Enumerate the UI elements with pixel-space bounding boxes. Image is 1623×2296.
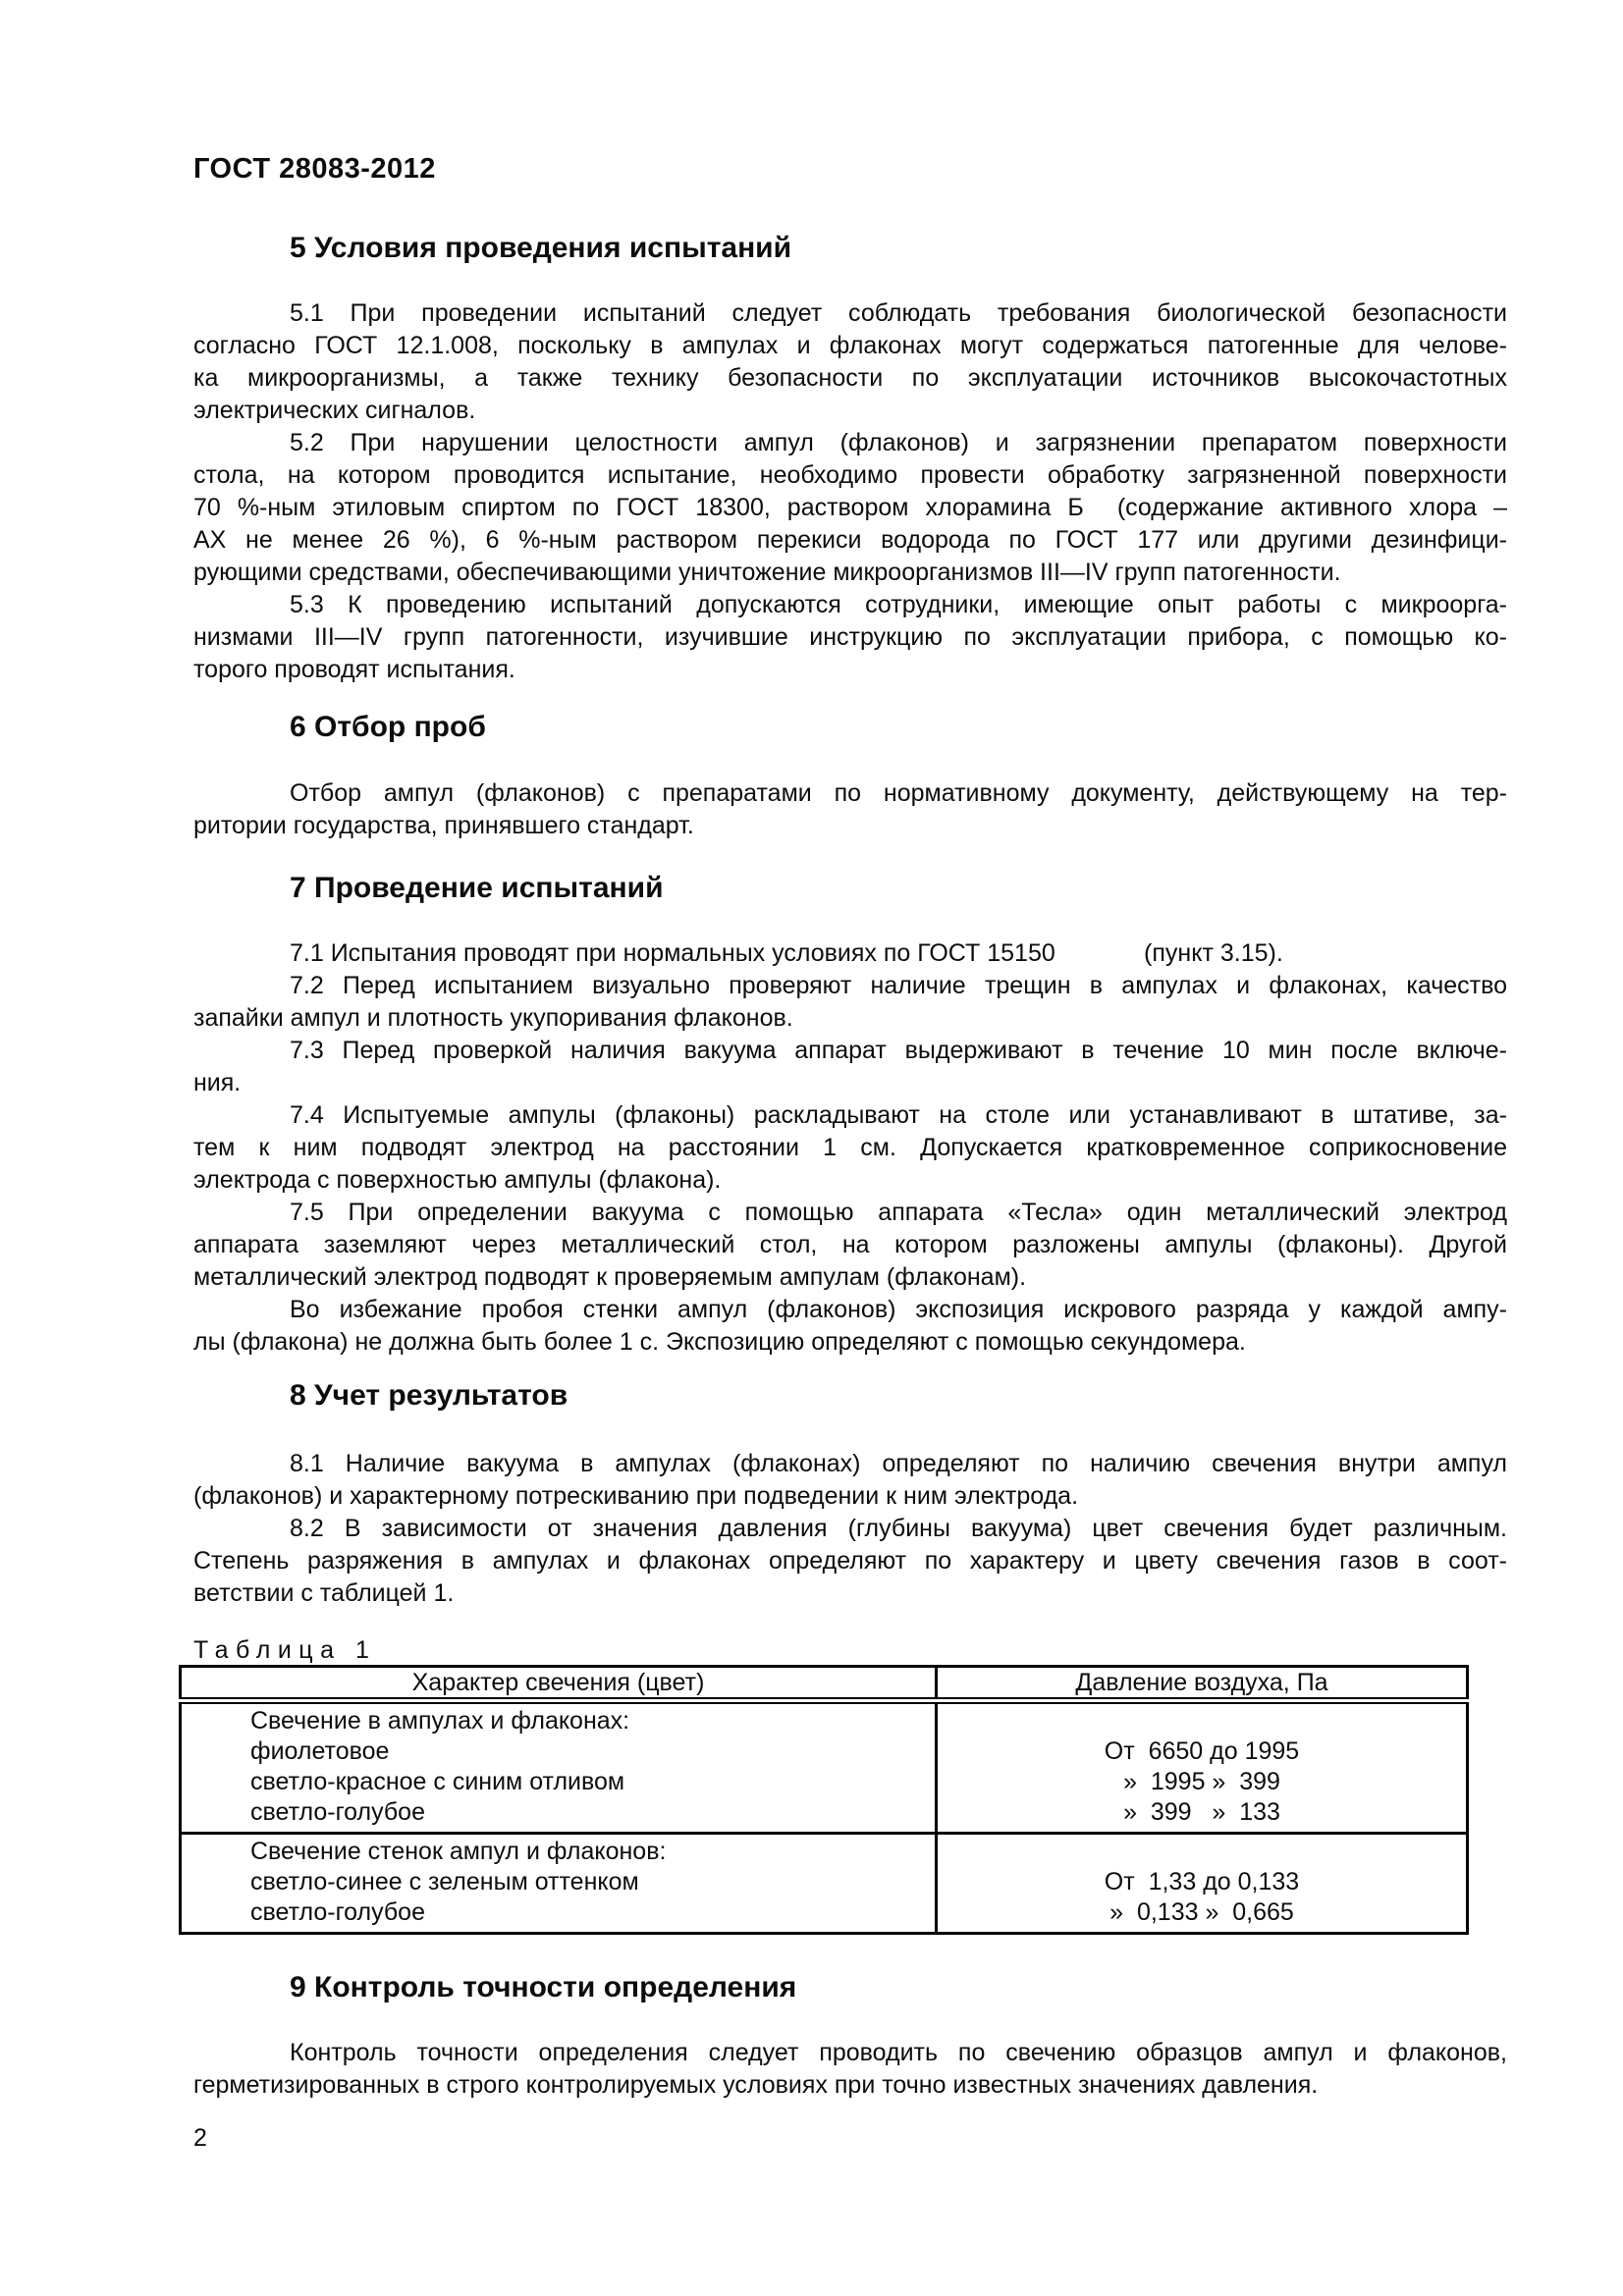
paragraph bbox=[193, 970, 1507, 1035]
paragraph-line: 70 %-ным этиловым спиртом по ГОСТ 18300, раствором хлорамина Б (содержание активного хлора – bbox=[193, 494, 1507, 521]
doc-code-header: ГОСТ 28083-2012 bbox=[193, 153, 436, 185]
paragraph-line: 7.3 Перед проверкой наличия вакуума аппарат выдерживают в течение 10 мин после включе- bbox=[290, 1037, 1507, 1064]
glow-character-cell: светло-голубое bbox=[250, 1798, 425, 1826]
paragraph bbox=[193, 1294, 1507, 1359]
table-label: Таблица 1 bbox=[193, 1636, 377, 1664]
paragraph bbox=[193, 589, 1507, 686]
paragraph bbox=[193, 777, 1507, 842]
paragraph-line: 5.1 При проведении испытаний следует соблюдать требования биологической безопасности bbox=[290, 299, 1507, 327]
paragraph-line: электрода с поверхностью ампулы (флакона). bbox=[193, 1166, 722, 1194]
paragraph-line: рующими средствами, обеспечивающими уничтожение микроорганизмов III—IV групп патогенности. bbox=[193, 559, 1341, 586]
table-row bbox=[181, 1834, 1468, 1868]
paragraph-line: (флаконов) и характерному потрескиванию при подведении к ним электрода. bbox=[193, 1482, 1079, 1510]
table-header-cell: Характер свечения (цвет) bbox=[181, 1667, 937, 1701]
paragraph bbox=[193, 937, 1507, 970]
page-number: 2 bbox=[193, 2124, 207, 2152]
pressure-value-cell bbox=[937, 1701, 1468, 1737]
paragraph bbox=[193, 297, 1507, 427]
paragraph-line: низмами III—IV групп патогенности, изучившие инструкцию по эксплуатации прибора, с помощью ко- bbox=[193, 623, 1507, 651]
table-row bbox=[181, 1701, 1468, 1737]
pressure-value-cell bbox=[937, 1834, 1468, 1868]
paragraph bbox=[193, 1448, 1507, 1513]
pressure-value-cell: От 6650 до 1995 bbox=[937, 1736, 1468, 1767]
glow-pressure-table bbox=[179, 1665, 1469, 1935]
table-row bbox=[181, 1897, 1468, 1934]
glow-character-cell: Свечение в ампулах и флаконах: bbox=[250, 1707, 630, 1735]
section-heading: 6 Отбор проб bbox=[290, 711, 486, 743]
pressure-value-cell: » 0,133 » 0,665 bbox=[937, 1897, 1468, 1934]
paragraph-line: аппарата заземляют через металлический стол, на котором разложены ампулы (флаконы). Другой bbox=[193, 1231, 1507, 1258]
table-row-group bbox=[181, 1701, 1468, 1834]
paragraph-line: ритории государства, принявшего стандарт. bbox=[193, 812, 694, 839]
paragraph-line: Отбор ампул (флаконов) с препаратами по нормативному документу, действующему на тер- bbox=[290, 779, 1507, 807]
paragraph bbox=[193, 2037, 1507, 2102]
paragraph-line: ка микроорганизмы, а также технику безопасности по эксплуатации источников высокочастотных bbox=[193, 364, 1507, 392]
glow-character-cell: Свечение стенок ампул и флаконов: bbox=[250, 1838, 667, 1865]
table-header-cell: Давление воздуха, Па bbox=[937, 1667, 1468, 1701]
paragraph-line: электрических сигналов. bbox=[193, 397, 476, 424]
paragraph bbox=[193, 1513, 1507, 1610]
paragraph bbox=[193, 1197, 1507, 1294]
pressure-value-cell: От 1,33 до 0,133 bbox=[937, 1867, 1468, 1897]
paragraph-line: герметизированных в строго контролируемых условиях при точно известных значениях давления. bbox=[193, 2071, 1319, 2099]
pressure-value-cell: » 1995 » 399 bbox=[937, 1767, 1468, 1797]
table-row-group bbox=[181, 1834, 1468, 1934]
paragraph-line: ния. bbox=[193, 1069, 242, 1096]
section-heading: 7 Проведение испытаний bbox=[290, 872, 664, 904]
paragraph-line: стола, на котором проводится испытание, необходимо провести обработку загрязненной поверхности bbox=[193, 461, 1507, 489]
glow-character-cell: светло-красное с синим отливом bbox=[250, 1768, 625, 1795]
paragraph bbox=[193, 1099, 1507, 1197]
section-heading: 9 Контроль точности определения bbox=[290, 1971, 797, 2003]
paragraph-line: 7.5 При определении вакуума с помощью аппарата «Тесла» один металлический электрод bbox=[290, 1199, 1507, 1226]
paragraph-line: ветствии с таблицей 1. bbox=[193, 1579, 455, 1607]
paragraph-line: 8.1 Наличие вакуума в ампулах (флаконах) определяют по наличию свечения внутри ампул bbox=[290, 1450, 1507, 1477]
paragraph-line: 7.4 Испытуемые ампулы (флаконы) раскладывают на столе или устанавливают в штативе, за- bbox=[290, 1101, 1507, 1129]
section-heading: 5 Условия проведения испытаний bbox=[290, 232, 792, 264]
paragraph-line: лы (флакона) не должна быть более 1 с. Экспозицию определяют с помощью секундомера. bbox=[193, 1328, 1246, 1356]
paragraph-line: металлический электрод подводят к проверяемым ампулам (флаконам). bbox=[193, 1263, 1027, 1291]
pressure-value-cell: » 399 » 133 bbox=[937, 1797, 1468, 1834]
paragraph-line: Во избежание пробоя стенки ампул (флаконов) экспозиция искрового разряда у каждой ампу- bbox=[290, 1296, 1507, 1323]
glow-character-cell: светло-голубое bbox=[250, 1898, 425, 1926]
table-header-row bbox=[181, 1667, 1468, 1701]
glow-character-cell: светло-синее с зеленым оттенком bbox=[250, 1868, 639, 1896]
paragraph-line: согласно ГОСТ 12.1.008, поскольку в ампулах и флаконах могут содержаться патогенные для челове- bbox=[193, 332, 1507, 359]
paragraph-line: Контроль точности определения следует проводить по свечению образцов ампул и флаконов, bbox=[290, 2039, 1507, 2066]
paragraph-line: 7.2 Перед испытанием визуально проверяют наличие трещин в ампулах и флаконах, качество bbox=[290, 972, 1507, 999]
section-heading: 8 Учет результатов bbox=[290, 1379, 568, 1412]
paragraph-line: 8.2 В зависимости от значения давления (глубины вакуума) цвет свечения будет различным. bbox=[290, 1515, 1507, 1542]
paragraph-line: 5.3 К проведению испытаний допускаются сотрудники, имеющие опыт работы с микроорга- bbox=[290, 591, 1507, 618]
table-row bbox=[181, 1797, 1468, 1834]
paragraph bbox=[193, 427, 1507, 589]
paragraph-line: Степень разряжения в ампулах и флаконах определяют по характеру и цвету свечения газов в соот- bbox=[193, 1547, 1507, 1575]
glow-character-cell: фиолетовое bbox=[250, 1737, 390, 1765]
paragraph-line: АХ не менее 26 %), 6 %-ным раствором перекиси водорода по ГОСТ 177 или другими дезинфици- bbox=[193, 526, 1507, 554]
table-row bbox=[181, 1767, 1468, 1797]
document-body bbox=[193, 229, 1507, 2102]
paragraph-line: тем к ним подводят электрод на расстоянии 1 см. Допускается кратковременное соприкосновение bbox=[193, 1134, 1507, 1161]
table-row bbox=[181, 1736, 1468, 1767]
table-row bbox=[181, 1867, 1468, 1897]
paragraph-line: 7.1 Испытания проводят при нормальных условиях по ГОСТ 15150 (пункт 3.15). bbox=[290, 939, 1283, 967]
paragraph-line: 5.2 При нарушении целостности ампул (флаконов) и загрязнении препаратом поверхности bbox=[290, 429, 1507, 456]
paragraph bbox=[193, 1035, 1507, 1099]
paragraph-line: торого проводят испытания. bbox=[193, 656, 515, 683]
paragraph-line: запайки ампул и плотность укупоривания флаконов. bbox=[193, 1004, 793, 1032]
